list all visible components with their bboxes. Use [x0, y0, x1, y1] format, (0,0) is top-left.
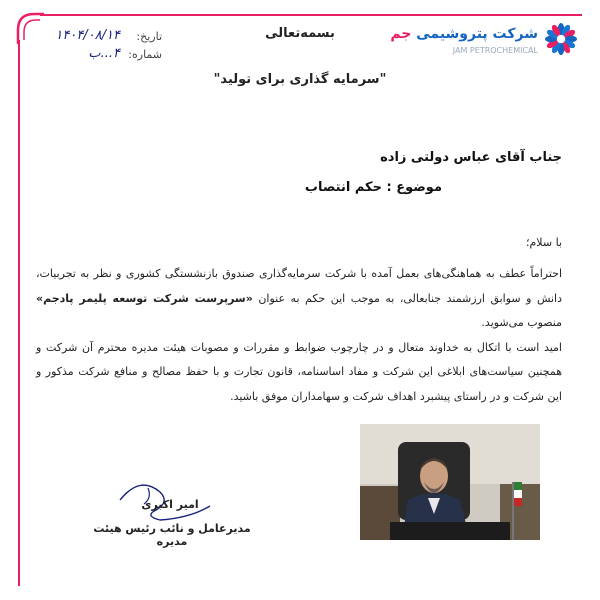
paragraph-2: امید است با اتکال به خداوند متعال و در چارچوب ضوابط و مقررات و مصوبات هیئت مدیره محترم آن شرکت و همچنین سیاست‌های ابلاغی این شرکت و مفاد اساسنامه، قانون تجارت و با حفظ مصالح و منافع شرکت مذکور و این شرکت و در راستای پیشبرد اهداف شرکت و سهامداران موفق باشید. — [36, 340, 562, 403]
date-value: ۱۴۰۴/۰۸/۱۴ — [55, 28, 120, 43]
number-value: ۴...ب — [88, 46, 120, 61]
subject-line: موضوع : حکم انتصاب — [304, 180, 442, 195]
bismillah-heading: بسمه‌تعالی — [265, 26, 335, 41]
number-label: شماره: — [128, 48, 162, 61]
frame-top-line — [40, 14, 582, 16]
frame-left-line — [18, 40, 20, 586]
company-logo — [390, 22, 578, 62]
addressee: جناب آقای عباس دولتی زاده — [380, 150, 562, 165]
slogan: "سرمایه گذاری برای تولید" — [213, 72, 387, 87]
signer-name: امیر اکبری — [141, 498, 199, 511]
company-logo-icon — [544, 22, 578, 56]
letter-body — [36, 262, 562, 409]
appointee-photo — [360, 424, 540, 540]
date-label: تاریخ: — [136, 30, 162, 43]
company-subtitle: JAM PETROCHEMICAL — [452, 46, 538, 55]
paragraph-1: احتراماً عطف به هماهنگی‌های بعمل آمده با شرکت سرمایه‌گذاری صندوق بازنشستگی کشوری و نظر به تجربیات، دانش و سوابق ارزشمند جنابعالی، به موجب این حکم به عنوان «سرپرست شرکت توسعه پلیمر پادجم» منصوب می‌شوید. — [36, 267, 562, 329]
greeting: با سلام؛ — [526, 236, 562, 249]
signer-title: مدیرعامل و نائب رئیس هیئت مدیره — [93, 522, 251, 548]
company-name: شرکت پتروشیمی جم — [390, 26, 538, 42]
letter-meta — [42, 30, 162, 66]
appointment-title: «سرپرست شرکت توسعه پلیمر پادجم» — [36, 291, 253, 305]
